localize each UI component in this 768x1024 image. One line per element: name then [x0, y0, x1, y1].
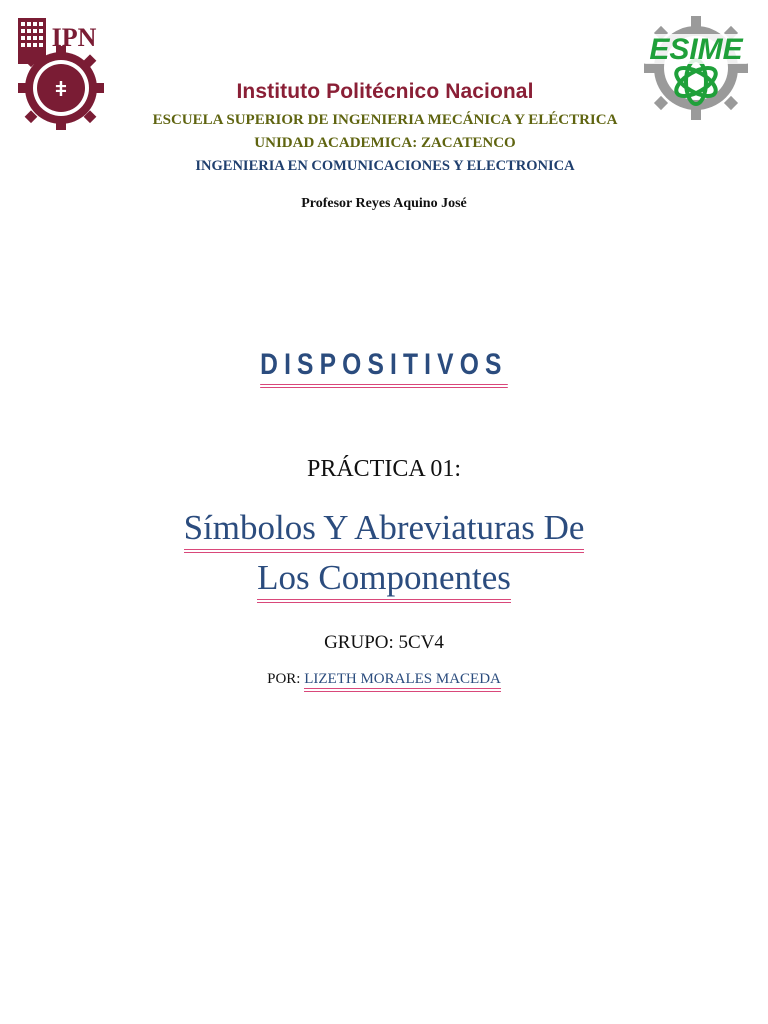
title-line-1: Símbolos Y Abreviaturas De [184, 506, 585, 553]
document-title [0, 506, 768, 606]
ipn-logo-text: IPN [51, 23, 97, 52]
school-name: ESCUELA SUPERIOR DE INGENIERIA MECÁNICA Y ELÉCTRICA [152, 112, 618, 128]
esime-logo [640, 10, 752, 122]
subject-title: DISPOSITIVOS [260, 348, 507, 388]
group-label: GRUPO: 5CV4 [324, 632, 444, 653]
svg-text:ǂ: ǂ [55, 79, 67, 101]
professor-name: Profesor Reyes Aquino José [301, 196, 467, 211]
institution-name: Instituto Politécnico Nacional [236, 80, 534, 103]
academic-unit: UNIDAD ACADEMICA: ZACATENCO [254, 135, 516, 151]
esime-logo-text: ESIME [649, 33, 743, 66]
title-line-2: Los Componentes [257, 556, 511, 603]
author-name: LIZETH MORALES MACEDA [304, 671, 501, 692]
author-prefix: POR: [267, 671, 301, 687]
ipn-logo [12, 10, 110, 138]
practice-number: PRÁCTICA 01: [306, 456, 462, 482]
subject-heading [0, 348, 768, 388]
author-line [0, 671, 768, 688]
career-name: INGENIERIA EN COMUNICACIONES Y ELECTRONICA [195, 158, 575, 174]
